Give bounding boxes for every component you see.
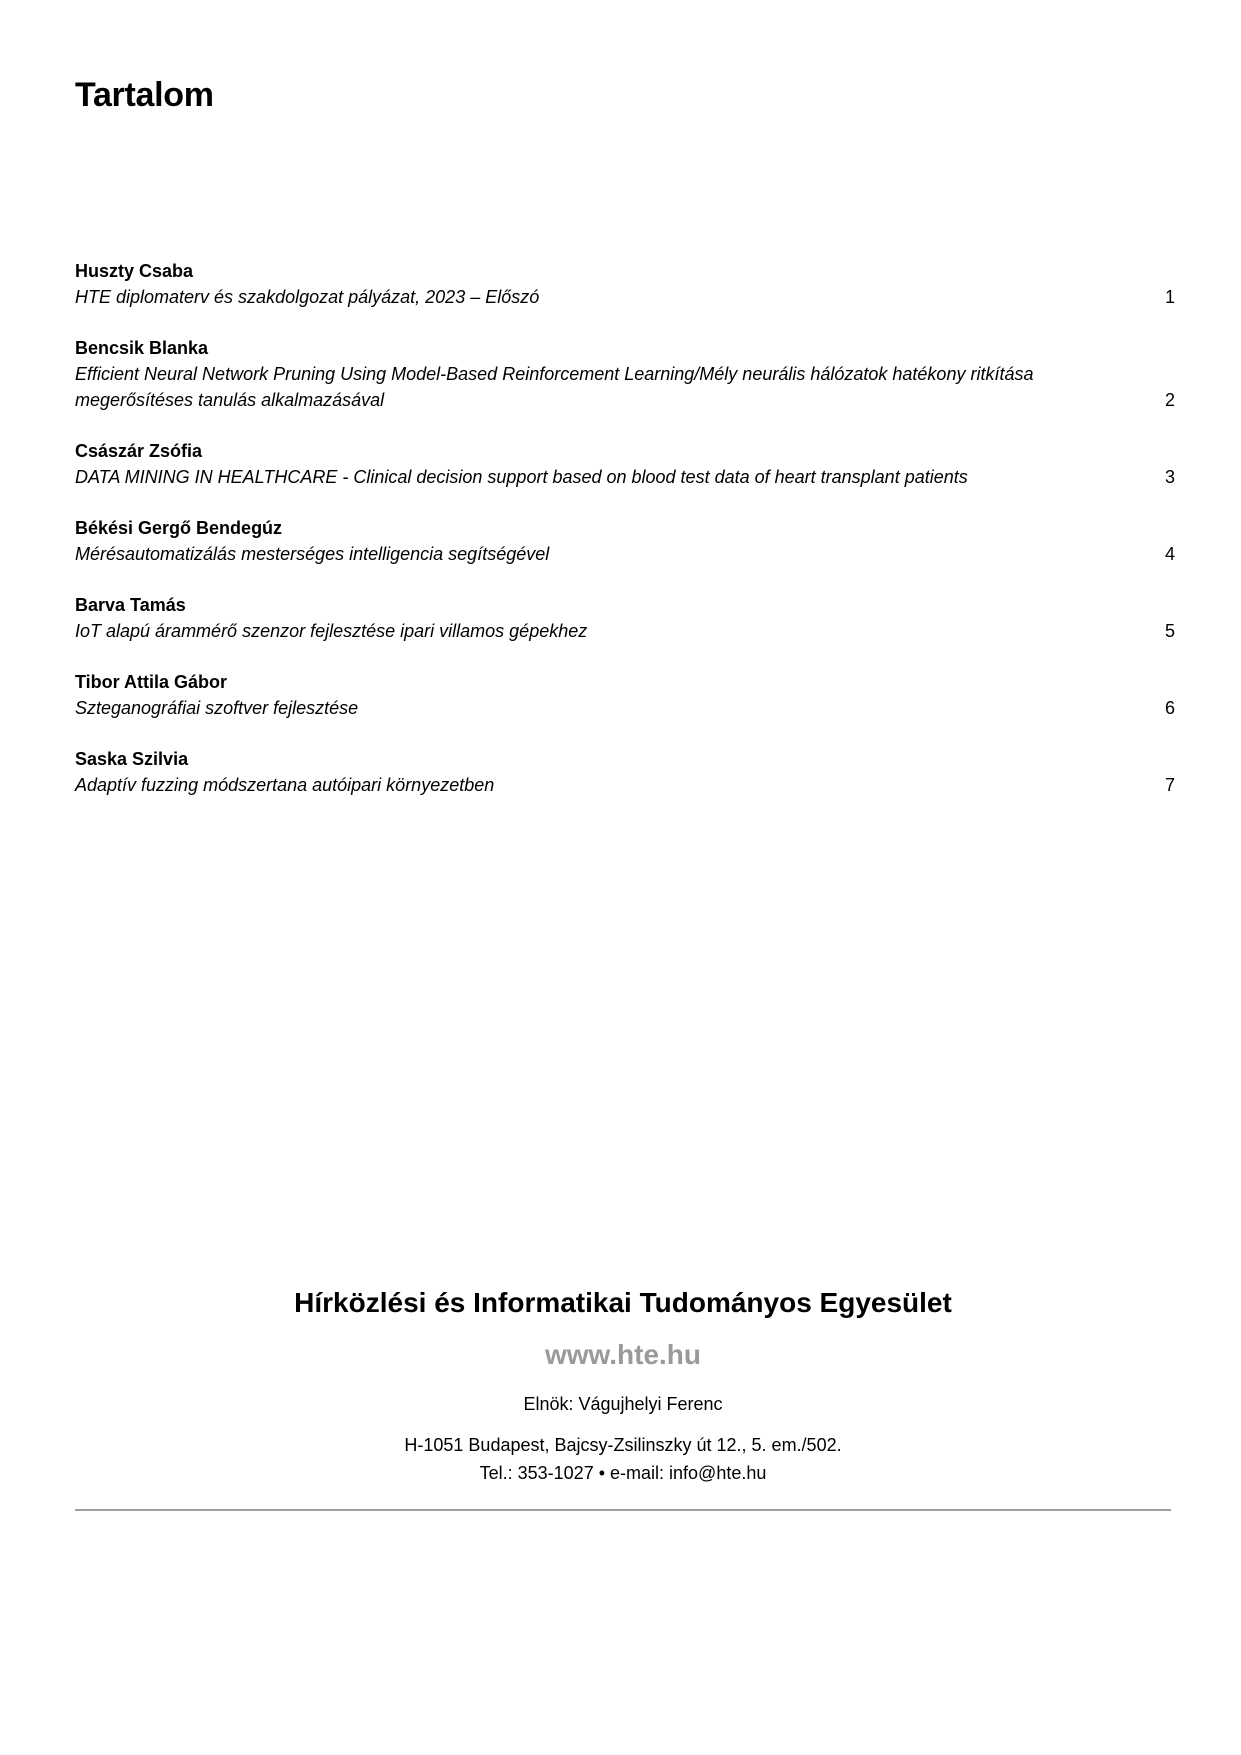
toc-title: Mérésautomatizálás mesterséges intelligencia segítségével <box>75 544 550 564</box>
toc-title: IoT alapú árammérő szenzor fejlesztése ipari villamos gépekhez <box>75 621 588 641</box>
toc-page-number: 5 <box>1164 621 1175 641</box>
toc-page-number: 1 <box>1164 287 1175 307</box>
contact-line: Tel.: 353-1027 • e-mail: info@hte.hu <box>479 1463 767 1483</box>
toc-page-number: 2 <box>1164 390 1175 410</box>
table-of-contents <box>75 258 1175 823</box>
toc-entry[interactable] <box>75 258 1175 310</box>
toc-entry[interactable] <box>75 746 1175 798</box>
toc-page-number: 3 <box>1164 467 1175 487</box>
website-link[interactable]: www.hte.hu <box>544 1339 702 1370</box>
toc-entry[interactable] <box>75 515 1175 567</box>
organization-name: Hírközlési és Informatikai Tudományos Egyesület <box>294 1287 952 1318</box>
toc-page-number: 4 <box>1164 544 1175 564</box>
footer-divider <box>75 1509 1171 1511</box>
toc-title: Adaptív fuzzing módszertana autóipari környezetben <box>75 775 495 795</box>
toc-entry[interactable] <box>75 438 1175 490</box>
footer <box>75 1283 1171 1487</box>
toc-entry[interactable] <box>75 592 1175 644</box>
toc-page-number: 7 <box>1164 775 1175 795</box>
toc-author: Huszty Csaba <box>75 261 194 281</box>
toc-author: Császár Zsófia <box>75 441 203 461</box>
president-line: Elnök: Vágujhelyi Ferenc <box>523 1394 723 1414</box>
toc-title: Efficient Neural Network Pruning Using Model-Based Reinforcement Learning/Mély neurális hálózatok hatékony ritkítása megerősítéses tanulás alkalmazásával <box>75 364 1034 410</box>
toc-author: Saska Szilvia <box>75 749 189 769</box>
toc-author: Békési Gergő Bendegúz <box>75 518 283 538</box>
toc-author: Tibor Attila Gábor <box>75 672 228 692</box>
toc-title: DATA MINING IN HEALTHCARE - Clinical decision support based on blood test data of heart transplant patients <box>75 467 968 487</box>
toc-title: HTE diplomaterv és szakdolgozat pályázat, 2023 – Előszó <box>75 287 540 307</box>
page-title: Tartalom <box>75 76 214 114</box>
toc-page-number: 6 <box>1164 698 1175 718</box>
toc-author: Bencsik Blanka <box>75 338 209 358</box>
toc-author: Barva Tamás <box>75 595 186 615</box>
toc-entry[interactable] <box>75 335 1175 413</box>
address-line: H-1051 Budapest, Bajcsy-Zsilinszky út 12., 5. em./502. <box>404 1435 842 1455</box>
toc-entry[interactable] <box>75 669 1175 721</box>
toc-title: Szteganográfiai szoftver fejlesztése <box>75 698 359 718</box>
